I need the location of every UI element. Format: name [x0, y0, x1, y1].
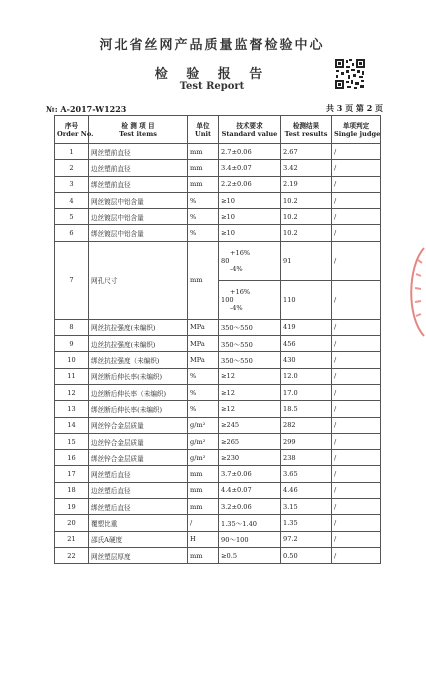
header-test-items: 检 测 项 目 Test items: [89, 116, 188, 144]
table-row: 19 绑丝塑后直径 mm 3.2±0.06 3.15 /: [55, 499, 381, 515]
table-row-mesh-size-b: +16% 100 -4% 110 /: [55, 280, 381, 319]
table-row: 2 边丝塑前直径 mm 3.4±0.07 3.42 /: [55, 160, 381, 176]
report-number: №: A-2017-W1223: [46, 104, 127, 114]
report-title-cn: 检 验 报 告: [154, 67, 270, 82]
table-row: 16 绑丝锌合金层质量 g/m² ≥230 238 /: [55, 450, 381, 466]
table-row: 20 覆塑比重 / 1.35～1.40 1.35 /: [55, 515, 381, 531]
table-row: 14 网丝锌合金层质量 g/m² ≥245 282 /: [55, 417, 381, 433]
table-row: 13 绑丝断后伸长率(未编织) % ≥12 18.5 /: [55, 401, 381, 417]
table-row: 5 边丝镀层中铝含量 % ≥10 10.2 /: [55, 209, 381, 225]
table-row-mesh-size-a: 7 网孔尺寸 mm +16% 80 -4% 91 /: [55, 241, 381, 280]
results-table: [54, 115, 381, 564]
table-row: 4 网丝镀层中铝含量 % ≥10 10.2 /: [55, 192, 381, 208]
report-title-en: Test Report: [179, 81, 245, 92]
table-row: 8 网丝抗拉强度(未编织) MPa 350～550 419 /: [55, 319, 381, 335]
table-row: 1 网丝塑前直径 mm 2.7±0.06 2.67 /: [55, 144, 381, 160]
table-row: 6 绑丝镀层中铝含量 % ≥10 10.2 /: [55, 225, 381, 241]
page-info: 共 3 页 第 2 页: [326, 103, 384, 113]
mesh-std-b: +16% 100 -4%: [219, 280, 281, 319]
header-standard-value: 技术要求 Standard value: [219, 116, 281, 144]
header-order-no: 序号 Order No.: [55, 116, 89, 144]
header-unit: 单位 Unit: [188, 116, 219, 144]
table-row: 17 网丝塑后直径 mm 3.7±0.06 3.65 /: [55, 466, 381, 482]
table-row: 22 网丝塑层厚度 mm ≥0.5 0.50 /: [55, 547, 381, 563]
table-header-row: [55, 116, 381, 144]
table-row: 9 边丝抗拉强度(未编织) MPa 350～550 456 /: [55, 336, 381, 352]
qr-code-icon: [334, 58, 366, 90]
mesh-std-a: +16% 80 -4%: [219, 241, 281, 280]
table-row: 3 绑丝塑前直径 mm 2.2±0.06 2.19 /: [55, 176, 381, 192]
table-row: 11 网丝断后伸长率(未编织) % ≥12 12.0 /: [55, 368, 381, 384]
table-row: 15 边丝锌合金层质量 g/m² ≥265 299 /: [55, 433, 381, 449]
seal-stamp-icon: [404, 246, 426, 338]
table-row: 10 绑丝抗拉强度（未编织) MPa 350～550 430 /: [55, 352, 381, 368]
header-test-results: 检测结果 Test results: [281, 116, 332, 144]
header-single-judge: 单项判定 Single judge: [332, 116, 381, 144]
table-row: 12 边丝断后伸长率（未编织) % ≥12 17.0 /: [55, 384, 381, 400]
table-row: 21 邵氏A硬度 H 90～100 97.2 /: [55, 531, 381, 547]
organization-name: 河北省丝网产品质量监督检验中心: [99, 38, 325, 53]
table-row: 18 边丝塑后直径 mm 4.4±0.07 4.46 /: [55, 482, 381, 498]
